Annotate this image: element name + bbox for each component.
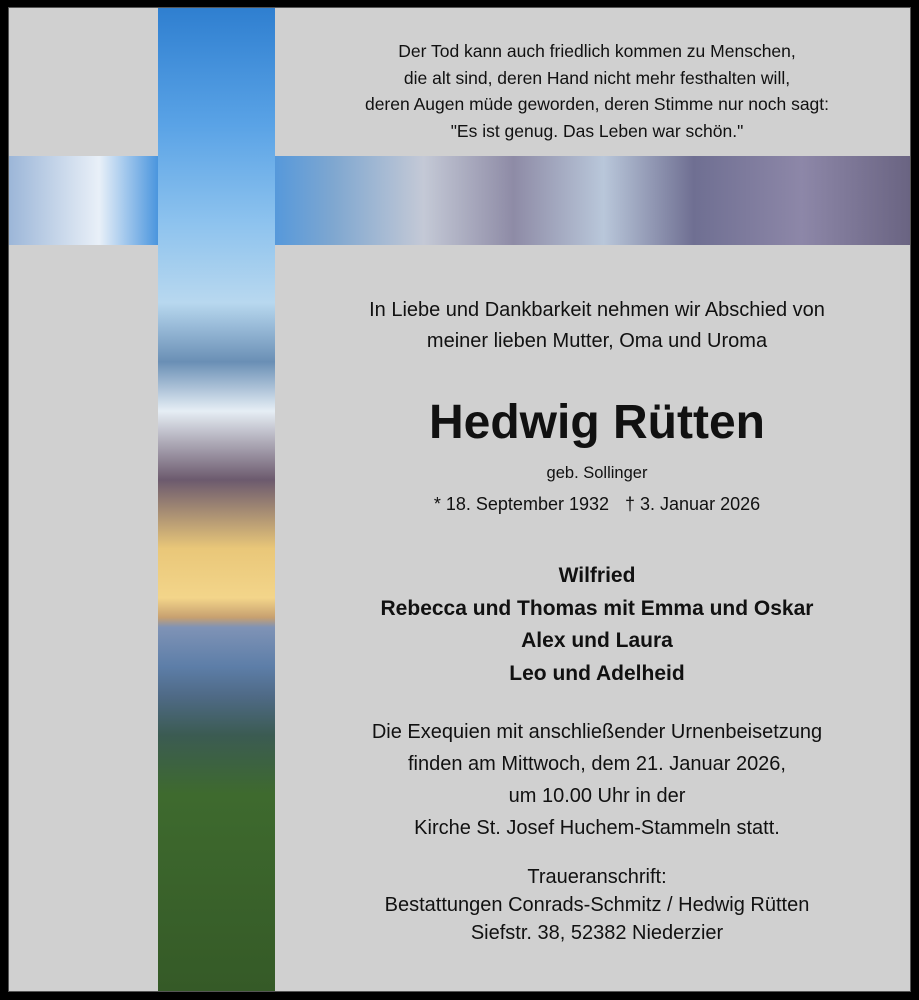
service-line: finden am Mittwoch, dem 21. Januar 2026, — [408, 753, 786, 775]
address-line: Bestattungen Conrads-Schmitz / Hedwig Rütten — [384, 894, 810, 916]
intro-line: meiner lieben Mutter, Oma und Uroma — [426, 330, 768, 352]
family-line: Alex und Laura — [521, 629, 673, 652]
service-line: Kirche St. Josef Huchem-Stammeln statt. — [414, 817, 780, 839]
quote-line: Der Tod kann auch friedlich kommen zu Menschen, — [398, 41, 796, 61]
death-date: † 3. Januar 2026 — [625, 494, 761, 514]
cross-horizontal-beam-sky-image — [9, 156, 910, 245]
family-line: Leo und Adelheid — [509, 661, 685, 685]
quote-line: die alt sind, deren Hand nicht mehr festhalten will, — [403, 67, 791, 88]
quote-line: deren Augen müde geworden, deren Stimme nur noch sagt: — [364, 94, 830, 114]
family-line: Rebecca und Thomas mit Emma und Oskar — [380, 596, 814, 620]
address-line: Traueranschrift: — [527, 866, 667, 888]
address-line: Siefstr. 38, 52382 Niederzier — [470, 922, 724, 944]
condolence-address — [275, 863, 919, 947]
deceased-name: Hedwig Rütten — [429, 396, 765, 449]
family-members — [275, 560, 919, 690]
life-dates — [275, 494, 919, 515]
birth-name: geb. Sollinger — [546, 464, 648, 482]
intro-line: In Liebe und Dankbarkeit nehmen wir Abschied von — [369, 299, 825, 321]
cross-vertical-beam-landscape-image — [158, 8, 275, 991]
poem-quote — [275, 38, 919, 144]
quote-line: "Es ist genug. Das Leben war schön." — [450, 120, 744, 141]
funeral-service-info — [275, 716, 919, 844]
service-line: Die Exequien mit anschließender Urnenbeisetzung — [371, 721, 823, 743]
intro-text — [275, 295, 919, 357]
birth-date: * 18. September 1932 — [433, 494, 609, 514]
service-line: um 10.00 Uhr in der — [508, 785, 686, 807]
family-line: Wilfried — [558, 564, 636, 587]
